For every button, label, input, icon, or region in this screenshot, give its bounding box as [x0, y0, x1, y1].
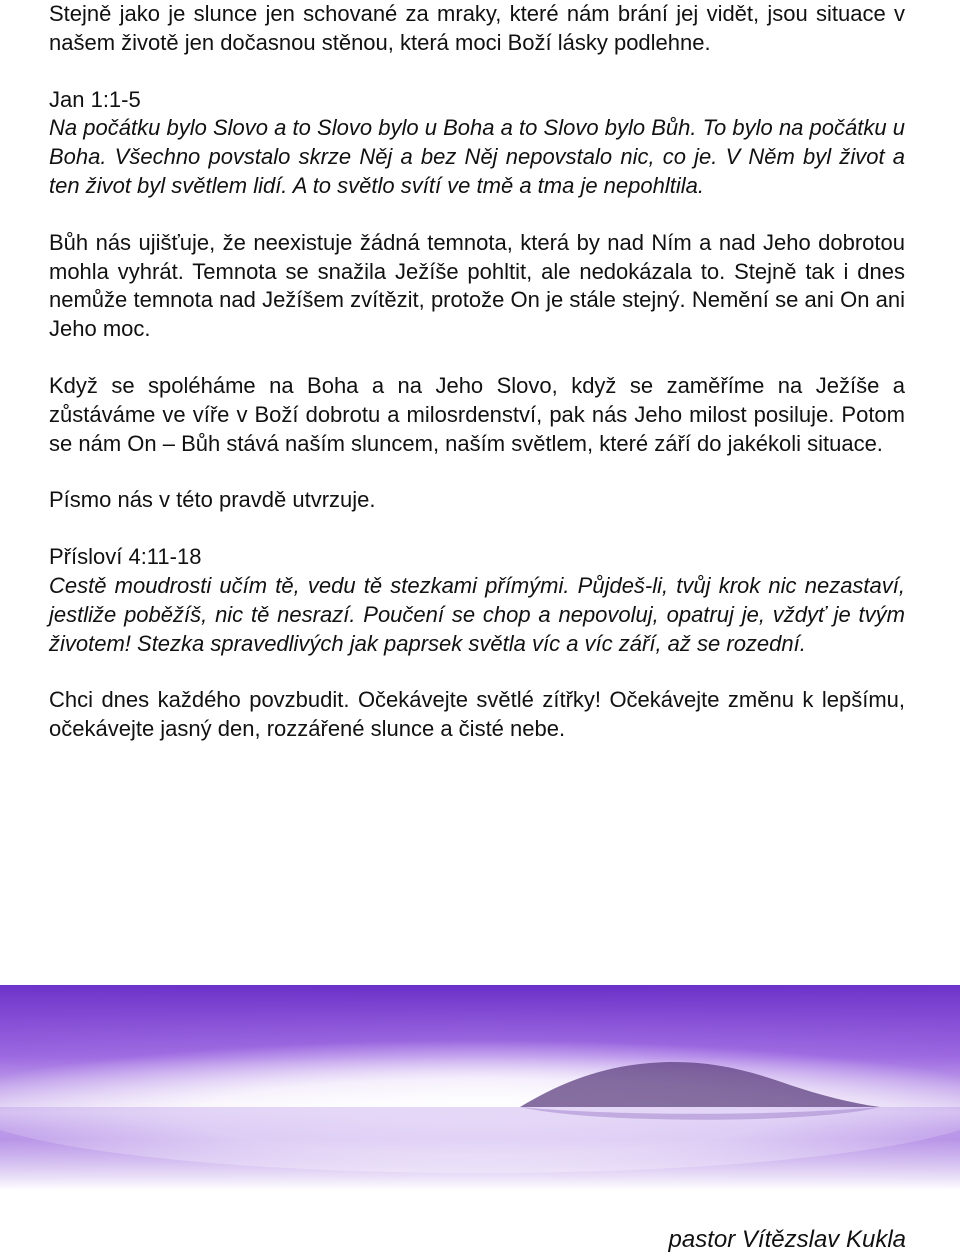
scripture-quote-john: Na počátku bylo Slovo a to Slovo bylo u Boha a to Slovo bylo Bůh. To bylo na počátku u Boha. Všechno povstalo skrze Něj a bez Něj nepovstalo nic, co je. V Něm byl život a ten život byl světlem lidí. A to světlo svítí ve tmě a tma je nepohltila. — [49, 115, 905, 198]
scripture-reference-john: Jan 1:1-5 — [49, 86, 141, 112]
encouragement-paragraph: Chci dnes každého povzbudit. Očekávejte světlé zítřky! Očekávejte změnu k lepšímu, očekávejte jasný den, rozzářené slunce a čisté nebe. — [49, 687, 905, 742]
assurance-paragraph: Bůh nás ujišťuje, že neexistuje žádná temnota, která by nad Ním a nad Jeho dobrotou mohla vyhrát. Temnota se snažila Ježíše pohltit, ale nedokázala to. Stejně tak i dnes nemůže temnota nad Ježíšem zvítězit, protože On je stále stejný. Nemění se ani On ani Jeho moc. — [49, 229, 905, 342]
text-column — [49, 0, 905, 744]
scripture-quote-proverbs: Cestě moudrosti učím tě, vedu tě stezkami přímými. Půjdeš-li, tvůj krok nic nezastaví, jestliže poběžíš, nic tě nesrazí. Poučení se chop a nepovoluj, opatruj je, vždyť je tvým životem! Stezka spravedlivých jak paprsek světla víc a víc září, až se rozední. — [49, 572, 905, 656]
reliance-paragraph: Když se spoléháme na Boha a na Jeho Slovo, když se zaměříme na Ježíše a zůstáváme ve víře v Boží dobrotu a milosrdenství, pak nás Jeho milost posiluje. Potom se nám On – Bůh stává naším sluncem, naším světlem, které září do jakékoli situace. — [49, 372, 905, 456]
sunset-lake-illustration — [0, 985, 960, 1190]
author-signature: pastor Vítězslav Kukla — [668, 1226, 906, 1253]
scripture-reference-proverbs: Přísloví 4:11-18 — [49, 544, 202, 570]
scripture-affirm-paragraph: Písmo nás v této pravdě utvrzuje. — [49, 487, 376, 513]
intro-paragraph: Stejně jako je slunce jen schované za mraky, které nám brání jej vidět, jsou situace v našem životě jen dočasnou stěnou, která moci Boží lásky podlehne. — [49, 1, 905, 55]
bottom-fade — [0, 985, 960, 1190]
sunset-lake-image — [0, 985, 960, 1190]
